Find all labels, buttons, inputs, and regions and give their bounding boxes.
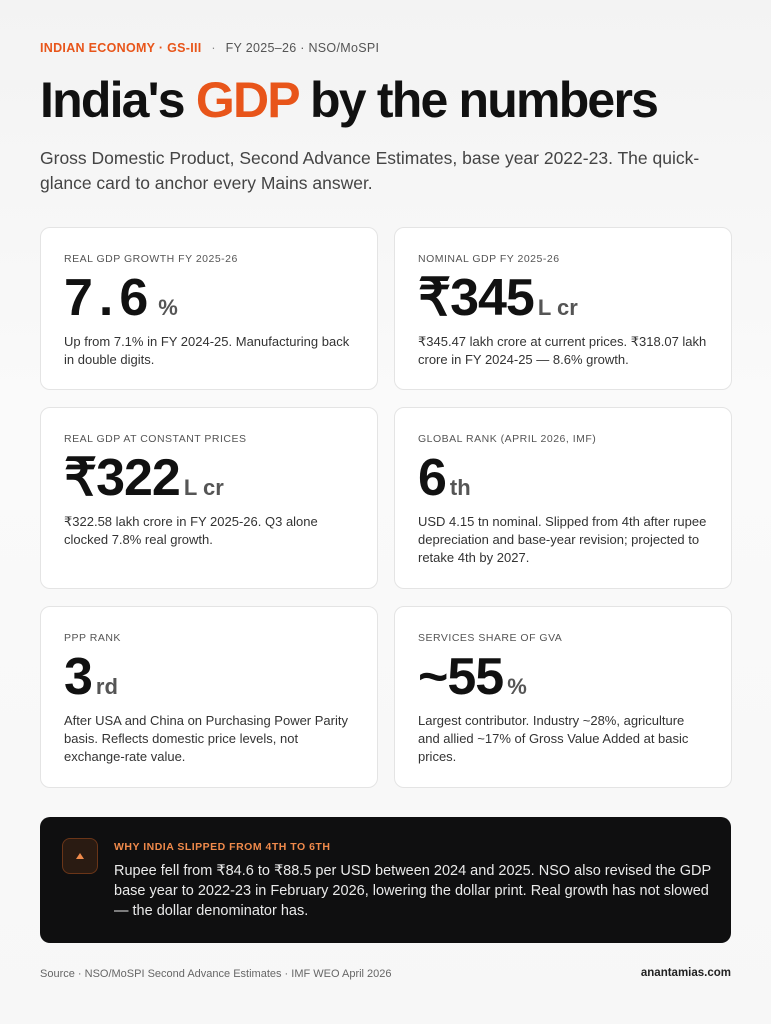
stat-value: 6 <box>418 449 446 507</box>
infographic-page <box>40 0 731 1024</box>
callout-label: WHY INDIA SLIPPED FROM 4TH TO 6TH <box>114 841 331 853</box>
stat-value: 7.6 <box>64 269 155 327</box>
card-nominal-gdp <box>394 227 732 390</box>
stat-value: ~55 <box>418 648 504 706</box>
card-global-rank <box>394 407 732 589</box>
card-stat <box>64 268 178 328</box>
title-accent: GDP <box>195 72 298 128</box>
title-pre: India's <box>40 72 196 128</box>
topic-tag: INDIAN ECONOMY · GS-III <box>40 41 202 55</box>
card-label: PPP RANK <box>64 632 121 644</box>
stat-unit: th <box>449 475 471 500</box>
stat-unit: % <box>158 295 178 320</box>
brand-link[interactable]: anantamias.com <box>640 967 731 979</box>
card-stat <box>64 647 118 707</box>
page-title <box>40 70 657 130</box>
stat-unit: L cr <box>537 295 578 320</box>
card-ppp-rank <box>40 606 378 788</box>
eyebrow-separator: · <box>211 41 216 55</box>
card-description: Up from 7.1% in FY 2024-25. Manufacturing back in double digits. <box>64 334 350 367</box>
card-label: REAL GDP GROWTH FY 2025-26 <box>64 253 238 265</box>
lede-text: Gross Domestic Product, Second Advance Estimates, base year 2022-23. The quick-glance card to anchor every Mains answer. <box>40 148 700 193</box>
card-services-share <box>394 606 732 788</box>
stat-unit: % <box>507 674 527 699</box>
card-label: GLOBAL RANK (APRIL 2026, IMF) <box>418 433 597 445</box>
card-description: Largest contributor. Industry ~28%, agriculture and allied ~17% of Gross Value Added at basic prices. <box>418 713 689 764</box>
source-note: Source · NSO/MoSPI Second Advance Estimates · IMF WEO April 2026 <box>40 968 392 980</box>
card-label: REAL GDP AT CONSTANT PRICES <box>64 433 247 445</box>
card-stat <box>418 647 527 707</box>
card-description: ₹322.58 lakh crore in FY 2025-26. Q3 alone clocked 7.8% real growth. <box>64 514 318 547</box>
stat-value: ₹322 <box>64 449 180 507</box>
stat-value: 3 <box>64 648 92 706</box>
card-real-gdp-growth <box>40 227 378 390</box>
card-stat <box>418 448 471 508</box>
stat-unit: rd <box>95 674 118 699</box>
stat-unit: L cr <box>183 475 224 500</box>
card-stat <box>64 448 224 508</box>
callout-text: Rupee fell from ₹84.6 to ₹88.5 per USD between 2024 and 2025. NSO also revised the GDP base year to 2022-23 in February 2026, lowering the dollar print. Real growth has not slowed — the dollar denominator has. <box>114 863 711 919</box>
caret-up-icon <box>62 838 98 874</box>
card-stat <box>418 268 578 328</box>
card-label: SERVICES SHARE OF GVA <box>418 632 563 644</box>
card-description: ₹345.47 lakh crore at current prices. ₹318.07 lakh crore in FY 2024-25 — 8.6% growth. <box>418 334 707 367</box>
card-label: NOMINAL GDP FY 2025-26 <box>418 253 560 265</box>
card-real-gdp-constant <box>40 407 378 589</box>
topic-meta: FY 2025–26 · NSO/MoSPI <box>225 41 380 55</box>
stat-value: ₹345 <box>418 269 534 327</box>
card-description: After USA and China on Purchasing Power Parity basis. Reflects domestic price levels, not exchange-rate value. <box>64 713 348 764</box>
callout-box <box>40 817 731 943</box>
eyebrow <box>40 41 379 55</box>
title-post: by the numbers <box>297 72 658 128</box>
card-description: USD 4.15 tn nominal. Slipped from 4th after rupee depreciation and base-year revision; projected to retake 4th by 2027. <box>418 514 707 565</box>
